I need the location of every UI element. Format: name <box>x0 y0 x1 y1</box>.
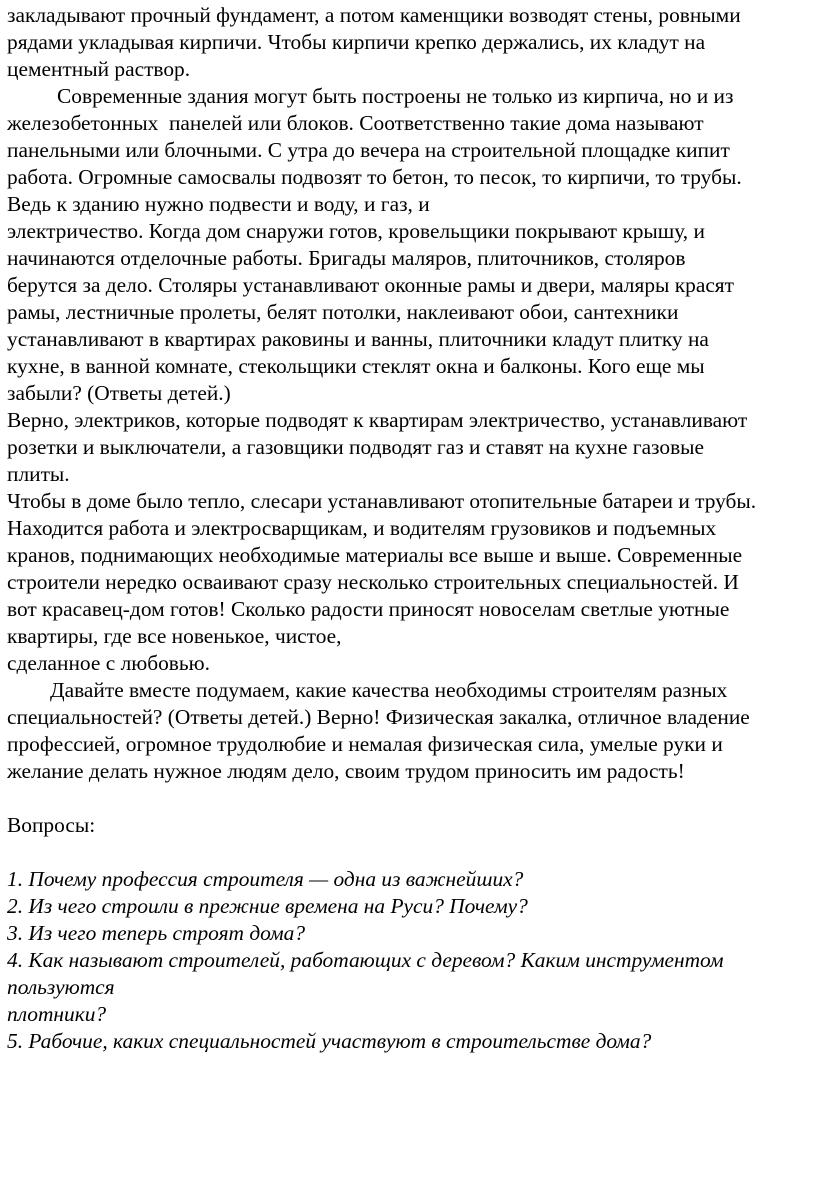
text-line: электричество. Когда дом снаружи готов, кровельщики покрывают крышу, и <box>7 219 705 243</box>
text-line: желание делать нужное людям дело, своим трудом приносить им радость! <box>7 759 685 783</box>
text-line: берутся за дело. Столяры устанавливают оконные рамы и двери, маляры красят <box>7 273 734 297</box>
question-line: 1. Почему профессия строителя — одна из важнейших? <box>7 867 524 891</box>
text-line: Верно, электриков, которые подводят к квартирам электричество, устанавливают <box>7 408 748 432</box>
text-line: розетки и выключатели, а газовщики подводят газ и ставят на кухне газовые <box>7 435 705 459</box>
text-line: плиты. <box>7 462 70 486</box>
text-line: профессией, огромное трудолюбие и немалая физическая сила, умелые руки и <box>7 732 723 756</box>
question-line: пользуются <box>7 975 115 999</box>
question-line: 4. Как называют строителей, работающих с деревом? Каким инструментом <box>7 948 724 972</box>
text-line: рамы, лестничные пролеты, белят потолки, наклеивают обои, сантехники <box>7 300 679 324</box>
questions-heading: Вопросы: <box>7 813 96 837</box>
text-line: вот красавец-дом готов! Сколько радости приносят новоселам светлые уютные <box>7 597 730 621</box>
text-line: цементный раствор. <box>7 57 191 81</box>
blank-line <box>7 785 809 812</box>
text-line: Чтобы в доме было тепло, слесари устанавливают отопительные батареи и трубы. <box>7 489 757 513</box>
text-line: Современные здания могут быть построены не только из кирпича, но и из <box>57 84 734 108</box>
text-line: Ведь к зданию нужно подвести и воду, и газ, и <box>7 192 430 216</box>
text-line: Давайте вместе подумаем, какие качества необходимы строителям разных <box>50 678 728 702</box>
text-line: работа. Огромные самосвалы подвозят то бетон, то песок, то кирпичи, то трубы. <box>7 165 742 189</box>
text-line: устанавливают в квартирах раковины и ванны, плиточники кладут плитку на <box>7 327 709 351</box>
text-line: закладывают прочный фундамент, а потом каменщики возводят стены, ровными <box>7 3 741 27</box>
question-line: 5. Рабочие, каких специальностей участвуют в строительстве дома? <box>7 1029 652 1053</box>
document-page <box>7 2 809 1055</box>
text-line: Находится работа и электросварщикам, и водителям грузовиков и подъемных <box>7 516 717 540</box>
text-line: панельными или блочными. С утра до вечера на строительной площадке кипит <box>7 138 730 162</box>
text-line: сделанное с любовью. <box>7 651 210 675</box>
body-text <box>7 2 809 785</box>
question-line: 3. Из чего теперь строят дома? <box>7 921 306 945</box>
text-line: кухне, в ванной комнате, стекольщики стеклят окна и балконы. Кого еще мы <box>7 354 705 378</box>
text-line: железобетонных панелей или блоков. Соответственно такие дома называют <box>7 111 704 135</box>
question-line: 2. Из чего строили в прежние времена на Руси? Почему? <box>7 894 528 918</box>
text-line: строители нередко осваивают сразу несколько строительных специальностей. И <box>7 570 739 594</box>
text-line: забыли? (Ответы детей.) <box>7 381 231 405</box>
text-line: рядами укладывая кирпичи. Чтобы кирпичи крепко держались, их кладут на <box>7 30 706 54</box>
text-line: кранов, поднимающих необходимые материалы все выше и выше. Современные <box>7 543 743 567</box>
text-line: начинаются отделочные работы. Бригады маляров, плиточников, столяров <box>7 246 686 270</box>
text-line: специальностей? (Ответы детей.) Верно! Физическая закалка, отличное владение <box>7 705 750 729</box>
questions-list <box>7 866 809 1055</box>
blank-line <box>7 839 809 866</box>
text-line: квартиры, где все новенькое, чистое, <box>7 624 342 648</box>
question-line: плотники? <box>7 1002 107 1026</box>
